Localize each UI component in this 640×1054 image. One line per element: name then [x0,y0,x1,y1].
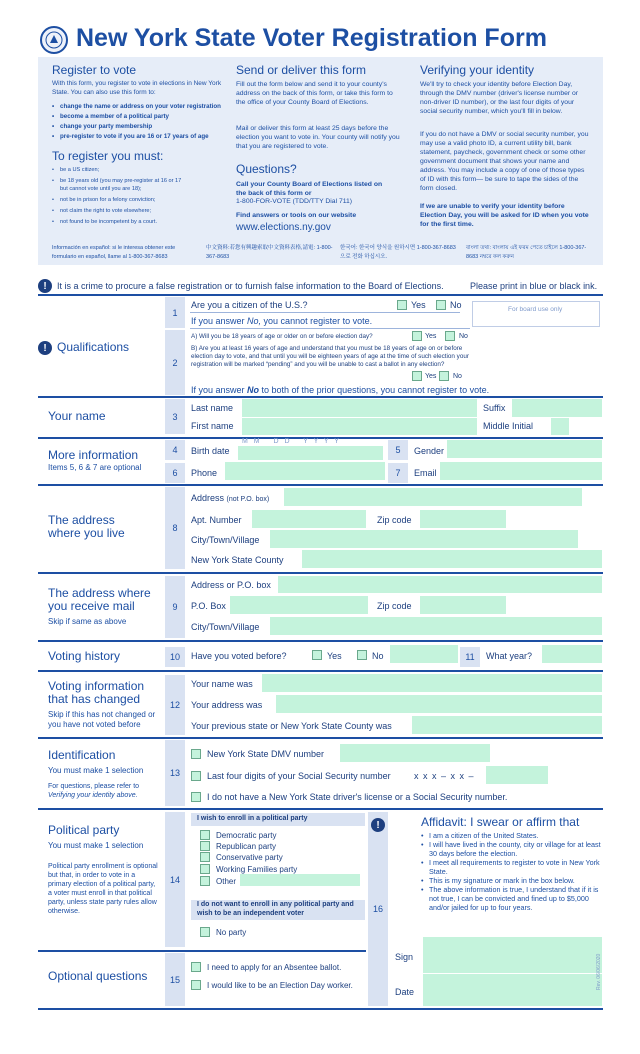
signature-input[interactable] [423,937,602,973]
county-input[interactable] [302,550,602,568]
intro-register-list [52,102,227,142]
board-use-box [472,301,600,327]
mail-address-input[interactable] [278,576,602,593]
first-name-input[interactable] [242,418,477,435]
party-republican-label: Republican party [216,842,277,851]
dmv-checkbox[interactable] [191,749,201,759]
section-title-changed: Voting information that has changed [48,679,145,706]
intro-send-p2: Mail or deliver this form at least 25 days before the election you want to vote in. Your county will notify you that you are registered to vote. [236,125,400,150]
q1-note: If you answer No, you cannot register to vote. [191,316,373,326]
section-title-party: Political party [48,823,120,837]
voted-before-label: Have you voted before? [191,651,287,661]
q1-yes-label: Yes [411,300,426,310]
intro-questions-q2: 1-800-FOR-VOTE (TDD/TTY Dial 711) [236,198,353,205]
intro-verify-p2: If you do not have a DMV or social security number, you may use a valid photo ID, a current utility bill, bank statement, paycheck, government check or some other government document that shows your name and address. You may include a copy of one of those types of ID with this form— be sure to tape the sides of the form closed. [420,131,589,192]
sign-label: Sign [395,952,414,962]
po-box-input[interactable] [230,596,368,614]
alert-icon: ! [371,818,385,832]
intro-register-title: Register to vote [52,63,137,77]
previous-name-label: Your name was [191,679,253,689]
gender-input[interactable] [447,440,602,458]
party-working-families-checkbox[interactable] [200,864,210,874]
intro-verify-p3: If we are unable to verify your identity before Election Day, you will be asked for ID when you vote for the first time. [420,203,589,228]
party-conservative-label: Conservative party [216,853,283,862]
item-number-5: 5 [388,440,408,460]
previous-county-label: Your previous state or New York State County was [191,721,392,731]
dmv-label: New York State DMV number [207,749,325,759]
section-title-name: Your name [48,409,106,423]
email-input[interactable] [440,462,602,480]
divider [38,737,603,739]
item-number-9: 9 [165,576,185,638]
list-item: • be 18 years old (you may pre-register at 16 or 17 but cannot vote until you are 18); [52,177,182,193]
election-worker-label: I would like to be an Election Day worker. [207,981,353,990]
intro-questions-q1: Call your County Board of Elections listed on the back of this form or [236,181,383,197]
page-title: New York State Voter Registration Form [76,24,547,52]
divider [38,950,366,952]
q1-label: Are you a citizen of the U.S.? [191,300,308,310]
dmv-input[interactable] [340,744,490,762]
intro-verify-title: Verifying your identity [420,63,535,77]
list-item: • I am a citizen of the United States. [421,831,601,840]
item-number-6: 6 [165,463,185,483]
suffix-input[interactable] [512,399,602,417]
list-item: • pre-register to vote if you are 16 or 17 years of age [52,132,227,142]
mail-zip-input[interactable] [420,596,506,614]
identification-note-3: Verifying your identity above. [48,792,138,799]
list-item: • not claim the right to vote elsewhere; [52,207,182,215]
mail-city-label: City/Town/Village [191,622,260,632]
party-other-label: Other [216,877,237,886]
no-enroll-header: I do not want to enroll in any political party and wish to be an independent voter [191,900,365,920]
q1-no-label: No [450,300,462,310]
intro-send-p1: Fill out the form below and send it to your county's address on the back of this form, or take this form to the office of your County Board of Elections. [236,81,393,106]
middle-initial-input[interactable] [551,418,569,435]
divider [38,484,603,486]
alert-icon: ! [38,279,52,293]
lang-bengali: বাংলা তথ্য: বাংলায় এই ফরম পেতে চাইলে 1-800-367-8683 নম্বরে কল করুন [466,245,587,260]
item-number-14: 14 [165,812,185,947]
ink-instruction: Please print in blue or black ink. [470,281,598,291]
election-worker-checkbox[interactable] [191,980,201,990]
party-conservative-checkbox[interactable] [200,852,210,862]
voted-no-label: No [372,651,384,661]
birth-date-hint: M M D D Y Y Y Y [242,438,341,445]
birth-date-input[interactable] [238,446,383,460]
divider [38,640,603,642]
party-text: Political party enrollment is optional but that, in order to vote in a primary election of a political party, a voter must enroll in that political party, unless state party rules allow otherwise. [48,863,158,915]
zip-code-input[interactable] [420,510,506,528]
q2a-no-label: No [459,333,468,340]
lang-chinese: 中文資料:若您有興趣索取中文資料表格,請電: 1-800-367-8683 [206,245,333,260]
no-id-label: I do not have a New York State driver's license or a Social Security number. [207,792,508,802]
list-item: • be a US citizen; [52,166,182,174]
changed-note: Skip if this has not changed or you have not voted before [48,710,156,729]
previous-name-input[interactable] [262,674,602,692]
item-number-12: 12 [165,675,185,735]
item-number-8: 8 [165,487,185,569]
item-number-16: 16 [368,812,388,1006]
affidavit-list [421,831,601,912]
birth-date-label: Birth date [191,446,230,456]
list-item: • become a member of a political party [52,112,227,122]
item-number-10: 10 [165,647,185,667]
q2a-yes-checkbox[interactable] [412,331,422,341]
last-name-input[interactable] [242,399,477,417]
item-number-2: 2 [165,330,185,395]
list-item: • not found to be incompetent by a court. [52,218,182,226]
no-party-checkbox[interactable] [200,927,210,937]
ssn-label: Last four digits of your Social Security number [207,771,391,781]
intro-verify-p1: We'll try to check your identity before Election Day, through the DMV number (driver's license number or non-driver ID number), or the last four digits of your social security number, which you'll fill in below. [420,81,579,115]
apt-number-input[interactable] [252,510,366,528]
party-democratic-checkbox[interactable] [200,830,210,840]
voted-yes-checkbox[interactable] [312,650,322,660]
divider [38,572,603,574]
absentee-label: I need to apply for an Absentee ballot. [207,963,342,972]
q2b-no-label: No [453,373,462,380]
what-year-label: What year? [486,651,533,661]
section-title-mail-address: The address where you receive mail [48,586,151,613]
more-info-note: Items 5, 6 & 7 are optional [48,463,142,472]
divider [38,396,603,398]
enroll-header: I wish to enroll in a political party [191,813,365,826]
county-label: New York State County [191,555,284,565]
divider [38,1008,603,1010]
divider [38,294,603,296]
intro-register-text: With this form, you register to vote in elections in New York State. You can also use this form to: [52,80,222,96]
mail-address-note: Skip if same as above [48,617,127,626]
ssn-mask: x x x – x x – [414,771,475,781]
party-note: You must make 1 selection [48,841,144,850]
divider [38,808,603,810]
ssn-input[interactable] [486,766,548,784]
previous-county-input[interactable] [412,716,602,734]
party-other-input[interactable] [240,874,360,886]
section-title-optional: Optional questions [48,969,148,983]
item-number-15: 15 [165,953,185,1006]
mail-address-label: Address or P.O. box [191,580,271,590]
last-name-label: Last name [191,403,234,413]
revision-note: Rev. 06/06/2020 [596,953,602,990]
date-input[interactable] [423,974,602,1006]
q2b-label: B) Are you at least 16 years of age and understand that you must be 18 years of age on or before election day to vote, and that until you will be eighteen years of age at the time of such election your registration will be marked “pending” and you will be unable to cast a ballot in any election? [191,345,469,368]
list-item: • change your party membership [52,122,227,132]
board-use-label: For board use only [508,306,563,313]
mail-zip-label: Zip code [377,601,412,611]
q1-yes-checkbox[interactable] [397,300,407,310]
q1-no-checkbox[interactable] [436,300,446,310]
first-name-label: First name [191,421,234,431]
ssn-checkbox[interactable] [191,771,201,781]
suffix-label: Suffix [483,403,506,413]
intro-questions-q3: Find answers or tools on our website [236,212,357,219]
phone-input[interactable] [225,462,385,480]
section-title-qualifications: Qualifications [57,340,130,354]
apt-number-label: Apt. Number [191,515,242,525]
zip-code-label: Zip code [377,515,412,525]
party-republican-checkbox[interactable] [200,841,210,851]
item-number-7: 7 [388,463,408,483]
phone-label: Phone [191,468,218,478]
city-input[interactable] [270,530,578,548]
lang-spanish: Información en español: si le interesa obtener este formulario en español, llame al 1-800-367-8683 [52,245,176,260]
divider [38,670,603,672]
list-item: • I will have lived in the county, city or village for at least 30 days before the election. [421,840,601,858]
item-number-1: 1 [165,297,185,328]
previous-address-input[interactable] [276,695,602,713]
q2b-no-checkbox[interactable] [439,371,449,381]
voted-before-blank [390,645,458,663]
intro-website[interactable]: www.elections.ny.gov [236,222,331,233]
no-party-label: No party [216,928,247,937]
q2b-yes-label: Yes [425,373,437,380]
address-input[interactable] [284,488,582,506]
alert-icon: ! [38,341,52,355]
party-working-families-label: Working Families party [216,865,298,874]
section-title-voting-history: Voting history [48,649,121,663]
list-item: • The above information is true, I understand that if it is not true, I can be convicted and fined up to $5,000 and/or jailed for up to four years. [421,885,601,912]
identification-note-2: For questions, please refer to [48,783,140,790]
q2b-yes-checkbox[interactable] [412,371,422,381]
item-number-3: 3 [165,399,185,434]
city-label: City/Town/Village [191,535,260,545]
list-item: • This is my signature or mark in the box below. [421,876,601,885]
item-number-13: 13 [165,740,185,806]
nys-seal [40,26,68,54]
item-number-11: 11 [460,647,480,667]
no-id-checkbox[interactable] [191,792,201,802]
q2a-no-checkbox[interactable] [445,331,455,341]
party-other-checkbox[interactable] [200,876,210,886]
q2a-label: A) Will you be 18 years of age or older on or before election day? [191,333,373,340]
list-item: • not be in prison for a felony conviction; [52,196,182,204]
affidavit-title: Affidavit: I swear or affirm that [421,815,580,829]
section-title-more-info: More information [48,448,139,462]
party-democratic-label: Democratic party [216,831,277,840]
lang-korean: 한국어: 한국어 양식을 원하시면 1-800-367-8683 으로 전화 하십시오. [340,245,456,260]
absentee-checkbox[interactable] [191,962,201,972]
intro-send-title: Send or deliver this form [236,63,367,77]
section-title-identification: Identification [48,748,116,762]
voted-yes-label: Yes [327,651,342,661]
q2-note: If you answer No to both of the prior questions, you cannot register to vote. [191,385,490,395]
section-title-address: The address where you live [48,513,125,540]
voted-no-checkbox[interactable] [357,650,367,660]
identification-note-1: You must make 1 selection [48,766,144,775]
item-number-4: 4 [165,440,185,460]
what-year-input[interactable] [542,645,602,663]
intro-must-list [52,166,182,226]
previous-address-label: Your address was [191,700,263,710]
date-label: Date [395,987,415,997]
intro-questions-title: Questions? [236,162,297,176]
divider [190,328,470,329]
email-label: Email [414,468,437,478]
q2a-yes-label: Yes [425,333,437,340]
po-box-label: P.O. Box [191,601,226,611]
address-label: Address (not P.O. box) [191,493,270,503]
intro-must-title: To register you must: [52,149,164,163]
list-item: • I meet all requirements to register to vote in New York State. [421,858,601,876]
list-item: • change the name or address on your voter registration [52,102,227,112]
warning-text: It is a crime to procure a false registration or to furnish false information to the Board of Elections. [57,281,444,291]
mail-city-input[interactable] [270,617,602,635]
middle-initial-label: Middle Initial [483,421,534,431]
divider [190,312,460,313]
gender-label: Gender [414,446,445,456]
